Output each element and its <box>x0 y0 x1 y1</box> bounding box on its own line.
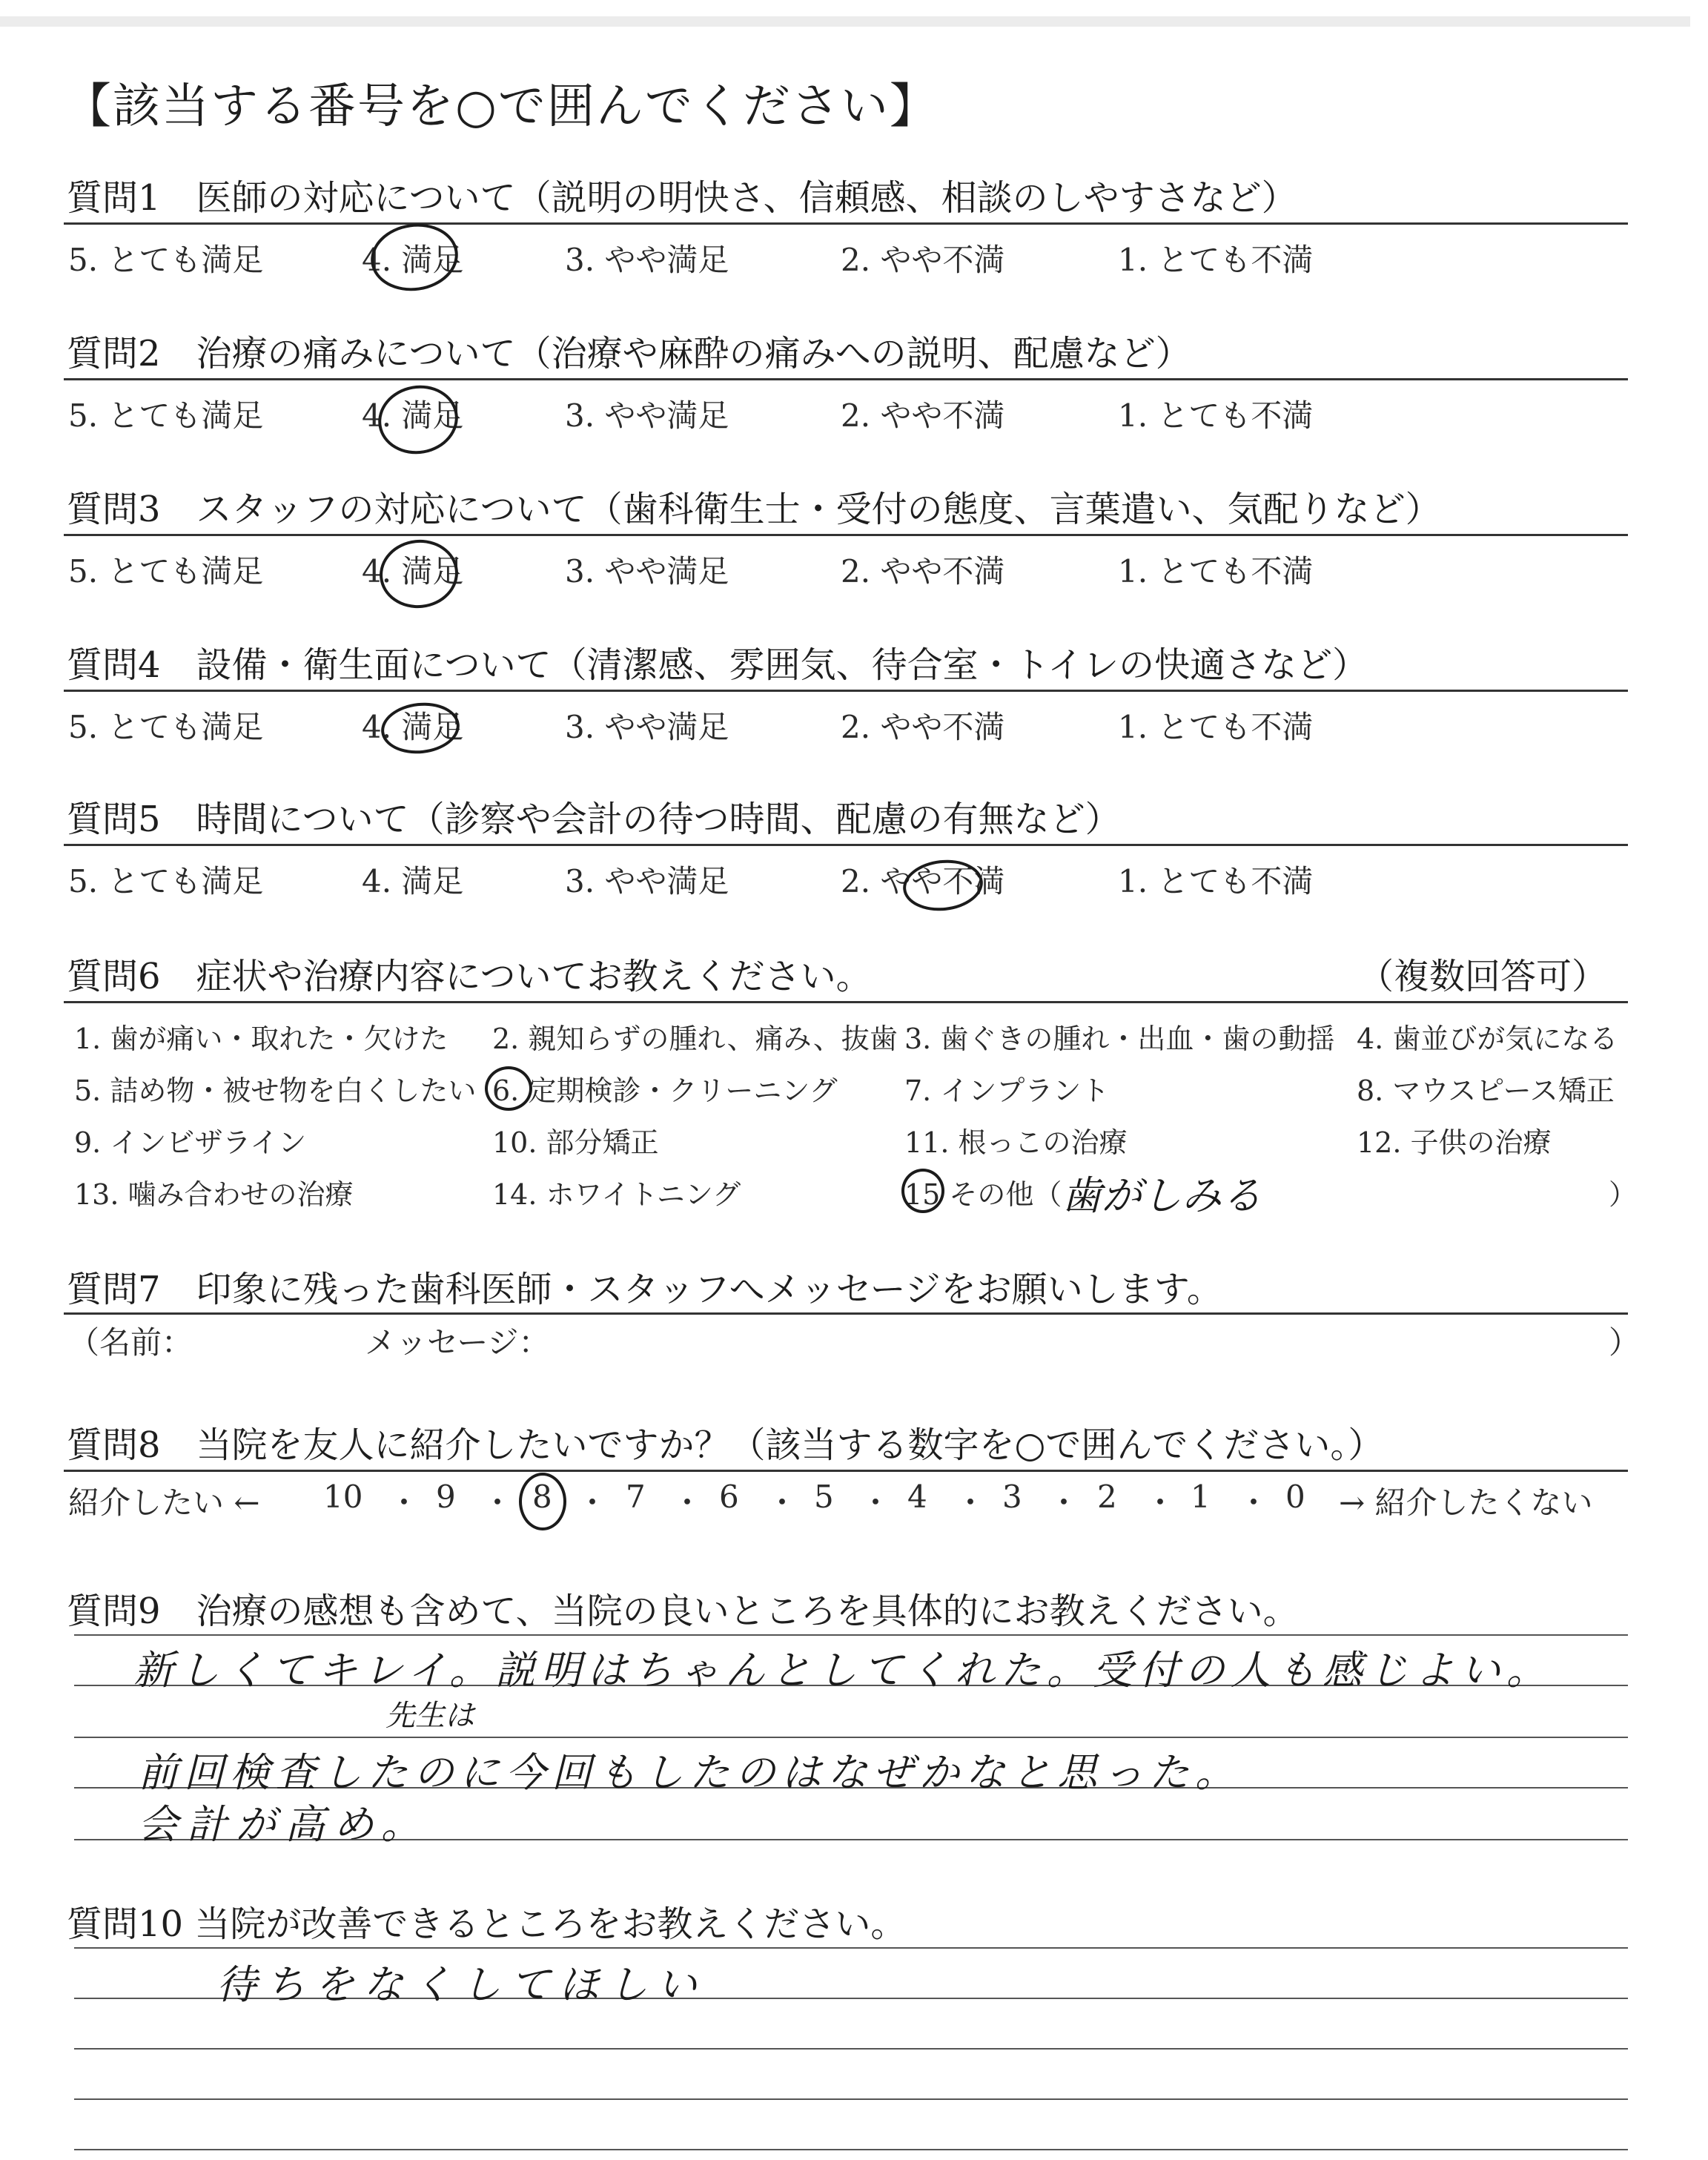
q9-answer-line-2: 前回検査したのに今回もしたのはなぜかなと思った。 <box>138 1749 1241 1796</box>
q3-title: 質問3 スタッフの対応について（歯科衛生士・受付の態度、言葉遣い、気配りなど） <box>67 489 1441 530</box>
q6-option-1[interactable]: 1. 歯が痛い・取れた・欠けた <box>74 1023 448 1055</box>
q8-scale-6[interactable]: 6 <box>719 1479 739 1515</box>
q8-scale-dot: ・ <box>955 1484 987 1521</box>
q9-line-3 <box>74 1737 1628 1738</box>
q6-option-13[interactable]: 13. 噛み合わせの治療 <box>74 1178 354 1211</box>
q8-scale-dot: ・ <box>1048 1484 1080 1521</box>
q10-line-3 <box>74 2048 1628 2050</box>
q2-option-3[interactable]: 3. やや満足 <box>565 397 729 434</box>
q5-title: 質問5 時間について（診察や会計の待つ時間、配慮の有無など） <box>67 799 1121 840</box>
q8-scale-5[interactable]: 5 <box>814 1479 834 1515</box>
q1-rule <box>64 222 1628 225</box>
q8-rule <box>64 1470 1628 1472</box>
q4-option-5[interactable]: 5. とても満足 <box>68 709 264 745</box>
q4-rule <box>64 690 1628 692</box>
q6-option-4[interactable]: 4. 歯並びが気になる <box>1357 1023 1618 1055</box>
q4-option-3[interactable]: 3. やや満足 <box>565 709 729 745</box>
q8-scale-4[interactable]: 4 <box>907 1479 927 1515</box>
q5-option-1[interactable]: 1. とても不満 <box>1118 863 1314 899</box>
q4-option-2[interactable]: 2. やや不満 <box>841 709 1005 745</box>
q5-option-2[interactable]: 2. やや不満 <box>841 863 1005 899</box>
q8-title: 質問8 当院を友人に紹介したいですか？（該当する数字を○で囲んでください。） <box>67 1424 1384 1466</box>
q6-other-handwritten: 歯がしみる <box>1062 1172 1262 1219</box>
q7-name-label: （名前： <box>68 1324 193 1361</box>
q3-rule <box>64 534 1628 536</box>
page-title: 【該当する番号を○で囲んでください】 <box>64 79 939 134</box>
q6-selection-circle-15 <box>901 1169 944 1213</box>
q2-option-1[interactable]: 1. とても不満 <box>1118 397 1314 434</box>
q10-title: 質問10 当院が改善できるところをお教えください。 <box>67 1903 907 1945</box>
q8-scale-dot: ・ <box>1145 1484 1176 1521</box>
q6-option-7[interactable]: 7. インプラント <box>904 1074 1110 1107</box>
q8-selection-circle <box>519 1473 566 1530</box>
q1-option-4[interactable]: 4. 満足 <box>362 242 464 278</box>
q2-title: 質問2 治療の痛みについて（治療や麻酔の痛みへの説明、配慮など） <box>67 333 1191 374</box>
q8-scale-1[interactable]: 1 <box>1191 1479 1211 1515</box>
q3-option-5[interactable]: 5. とても満足 <box>68 553 264 589</box>
q9-answer-insert: 先生は <box>385 1699 474 1733</box>
q8-scale-dot: ・ <box>672 1484 704 1521</box>
q5-rule <box>64 844 1628 846</box>
q8-left-label: 紹介したい ← <box>68 1484 260 1521</box>
q6-rule <box>64 1001 1628 1003</box>
q2-option-5[interactable]: 5. とても満足 <box>68 397 264 434</box>
q1-option-2[interactable]: 2. やや不満 <box>841 242 1005 278</box>
q6-option-12[interactable]: 12. 子供の治療 <box>1357 1126 1552 1159</box>
q8-right-label: → 紹介したくない <box>1339 1484 1593 1521</box>
q8-scale-3[interactable]: 3 <box>1002 1479 1022 1515</box>
q4-option-4[interactable]: 4. 満足 <box>362 709 464 745</box>
q9-answer-line-3: 会計が高め。 <box>138 1801 430 1848</box>
q8-scale-2[interactable]: 2 <box>1097 1479 1117 1515</box>
q8-scale-9[interactable]: 9 <box>436 1479 456 1515</box>
q7-rule <box>64 1312 1628 1315</box>
q8-scale-10[interactable]: 10 <box>323 1479 363 1515</box>
q6-note: （複数回答可） <box>1358 956 1608 997</box>
q1-title: 質問1 医師の対応について（説明の明快さ、信頼感、相談のしやすさなど） <box>67 177 1297 219</box>
q1-option-3[interactable]: 3. やや満足 <box>565 242 729 278</box>
q8-scale-dot: ・ <box>482 1484 514 1521</box>
q6-option-5[interactable]: 5. 詰め物・被せ物を白くしたい <box>74 1074 477 1107</box>
q6-option-9[interactable]: 9. インビザライン <box>74 1126 307 1159</box>
scan-top-edge <box>0 16 1690 27</box>
q3-option-4[interactable]: 4. 満足 <box>362 553 464 589</box>
q6-title: 質問6 症状や治療内容についてお教えください。 <box>67 956 872 997</box>
q2-option-2[interactable]: 2. やや不満 <box>841 397 1005 434</box>
q6-option-6[interactable]: 6. 定期検診・クリーニング <box>492 1074 838 1107</box>
q2-option-4[interactable]: 4. 満足 <box>362 397 464 434</box>
q6-option-15[interactable]: 15 その他（ <box>904 1178 1062 1211</box>
q9-answer-line-1: 新しくてキレイ。説明はちゃんとしてくれた。受付の人も感じよい。 <box>133 1647 1552 1694</box>
q6-option-14[interactable]: 14. ホワイトニング <box>492 1178 741 1211</box>
q10-line-1 <box>74 1947 1628 1949</box>
q10-answer-line-1: 待ちをなくしてほしい <box>216 1961 706 2008</box>
q3-option-3[interactable]: 3. やや満足 <box>565 553 729 589</box>
q8-scale-dot: ・ <box>388 1484 420 1521</box>
q1-option-1[interactable]: 1. とても不満 <box>1118 242 1314 278</box>
q1-option-5[interactable]: 5. とても満足 <box>68 242 264 278</box>
q5-option-4[interactable]: 4. 満足 <box>362 863 464 899</box>
q4-option-1[interactable]: 1. とても不満 <box>1118 709 1314 745</box>
q4-title: 質問4 設備・衛生面について（清潔感、雰囲気、待合室・トイレの快適さなど） <box>67 644 1368 686</box>
q3-option-1[interactable]: 1. とても不満 <box>1118 553 1314 589</box>
q6-option-11[interactable]: 11. 根っこの治療 <box>904 1126 1128 1159</box>
q8-scale-8[interactable]: 8 <box>532 1479 552 1515</box>
q6-option-2[interactable]: 2. 親知らずの腫れ、痛み、抜歯 <box>492 1023 898 1055</box>
q1-selection-circle <box>366 218 462 297</box>
q5-option-5[interactable]: 5. とても満足 <box>68 863 264 899</box>
q8-scale-7[interactable]: 7 <box>626 1479 646 1515</box>
q9-line-1 <box>74 1634 1628 1636</box>
q8-scale-0[interactable]: 0 <box>1285 1479 1305 1515</box>
q3-option-2[interactable]: 2. やや不満 <box>841 553 1005 589</box>
q8-scale-dot: ・ <box>767 1484 798 1521</box>
q9-title: 質問9 治療の感想も含めて、当院の良いところを具体的にお教えください。 <box>67 1591 1299 1632</box>
q8-scale-dot: ・ <box>860 1484 892 1521</box>
q7-title: 質問7 印象に残った歯科医師・スタッフへメッセージをお願いします。 <box>67 1269 1222 1310</box>
q2-rule <box>64 378 1628 380</box>
q6-other-close: ） <box>1609 1178 1638 1211</box>
q10-line-4 <box>74 2098 1628 2100</box>
q8-scale-dot: ・ <box>1238 1484 1270 1521</box>
q6-selection-circle-6 <box>485 1066 532 1111</box>
q7-message-label: メッセージ： <box>365 1324 550 1361</box>
q7-close: ） <box>1609 1324 1641 1361</box>
q6-option-10[interactable]: 10. 部分矯正 <box>492 1126 659 1159</box>
q5-option-3[interactable]: 3. やや満足 <box>565 863 729 899</box>
q6-option-3[interactable]: 3. 歯ぐきの腫れ・出血・歯の動揺 <box>904 1023 1335 1055</box>
q6-option-8[interactable]: 8. マウスピース矯正 <box>1357 1074 1615 1107</box>
q10-line-5 <box>74 2149 1628 2150</box>
q8-scale-dot: ・ <box>577 1484 609 1521</box>
